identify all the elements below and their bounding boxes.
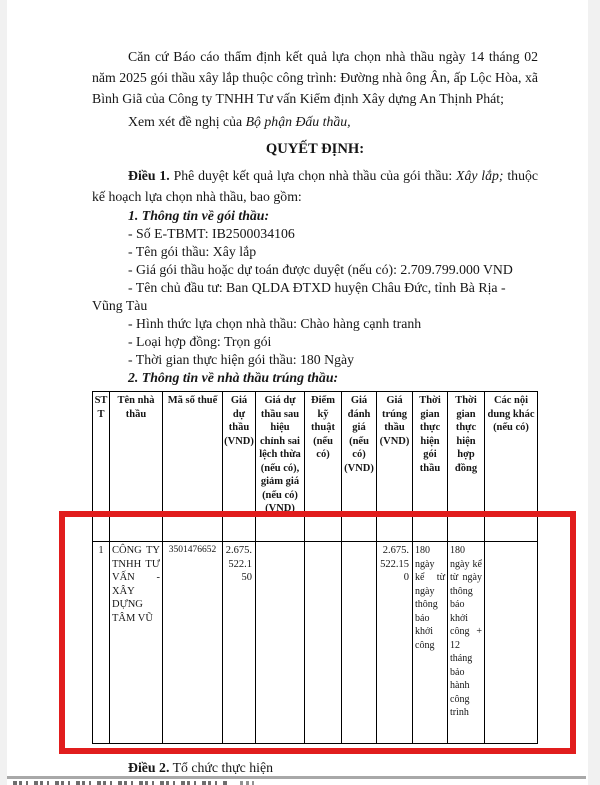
list-item: - Loại hợp đồng: Trọn gói xyxy=(128,334,272,349)
header-cell-ma-so-thue: Mã số thuế xyxy=(163,392,223,542)
header-cell-gia-danh-gia: Giá đánh giá (nếu có) (VND) xyxy=(342,392,377,542)
review-prefix: Xem xét đề nghị của xyxy=(128,114,246,129)
page-edge-right xyxy=(588,0,600,785)
header-cell-gia-sau-hieu-chinh: Giá dự thầu sau hiệu chỉnh sai lệch thừa (nếu có), giảm giá (nếu có) (VND) xyxy=(256,392,305,542)
cell-ma-so-thue: 3501476652 xyxy=(163,542,223,744)
list-item: - Giá gói thầu hoặc dự toán được duyệt (nếu có): 2.709.799.000 VND xyxy=(128,262,513,277)
section2-heading: 2. Thông tin về nhà thầu trúng thầu: xyxy=(128,370,339,385)
cell-gia-du-thau: 2.675.522.150 xyxy=(223,542,256,744)
clipped-footer-text-fragment xyxy=(240,781,254,785)
article2-text: Tổ chức thực hiện xyxy=(169,760,273,775)
section1-heading: 1. Thông tin về gói thầu: xyxy=(128,208,270,223)
list-item: - Số E-TBMT: IB2500034106 xyxy=(128,226,295,241)
header-cell-ten-nha-thau: Tên nhà thầu xyxy=(110,392,163,542)
list-item: - Thời gian thực hiện gói thầu: 180 Ngày xyxy=(128,352,355,367)
header-cell-gia-trung-thau: Giá trúng thầu (VND) xyxy=(377,392,413,542)
article1-italic: Xây lắp; xyxy=(456,168,504,183)
cell-gia-trung-thau: 2.675.522.150 xyxy=(377,542,413,744)
page-break-rule xyxy=(7,776,586,779)
cell-thoi-gian-goi-thau: 180 ngày kể từ ngày thông báo khởi công xyxy=(413,542,448,744)
article2-label: Điều 2. xyxy=(128,760,170,775)
clipped-footer-text xyxy=(13,781,229,785)
header-cell-thoi-gian-goi-thau: Thời gian thực hiện gói thầu xyxy=(413,392,448,542)
paragraph-review xyxy=(92,113,538,131)
page-edge-left xyxy=(0,0,7,785)
list-item: - Tên gói thầu: Xây lắp xyxy=(128,244,257,259)
header-cell-diem-ky-thuat: Điểm kỹ thuật (nếu có) xyxy=(305,392,342,542)
header-cell-stt: STT xyxy=(93,392,110,542)
cell-ten-nha-thau: CÔNG TY TNHH TƯ VẤN - XÂY DỰNG TÂM VŨ xyxy=(110,542,163,744)
header-cell-noi-dung-khac: Các nội dung khác (nếu có) xyxy=(485,392,538,542)
red-highlight-annotation-box xyxy=(59,511,576,754)
list-item: - Tên chủ đầu tư: Ban QLDA ĐTXD huyện Châu Đức, tỉnh Bà Rịa - Vũng Tàu xyxy=(92,280,506,313)
list-item: - Hình thức lựa chọn nhà thầu: Chào hàng cạnh tranh xyxy=(128,316,422,331)
paragraph-article2 xyxy=(92,759,538,777)
paragraph-article1 xyxy=(92,165,538,207)
cell-thoi-gian-hop-dong: 180 ngày kể từ ngày thông báo khởi công + 12 tháng bảo hành công trình xyxy=(448,542,485,744)
header-cell-thoi-gian-hop-dong: Thời gian thực hiện hợp đồng xyxy=(448,392,485,542)
review-italic: Bộ phận Đấu thầu, xyxy=(245,114,351,129)
article1-label: Điều 1. xyxy=(128,168,170,183)
decision-heading: QUYẾT ĐỊNH: xyxy=(265,141,365,157)
header-cell-gia-du-thau: Giá dự thầu (VND) xyxy=(223,392,256,542)
paragraph-consideration: Căn cứ Báo cáo thẩm định kết quả lựa chọn nhà thầu ngày 14 tháng 02 năm 2025 gói thầu xây lắp thuộc công trình: Đường nhà ông Ân, ấp Lộc Hòa, xã Bình Giã của Công ty TNHH Tư vấn Kiểm định Xây dựng An Thịnh Phát; xyxy=(92,49,538,106)
article1-tail: thuộc kế hoạch lựa chọn nhà thầu, bao gồm: xyxy=(92,168,538,204)
article1-text: Phê duyệt kết quả lựa chọn nhà thầu của gói thầu: xyxy=(169,168,457,183)
cell-stt: 1 xyxy=(93,542,110,744)
